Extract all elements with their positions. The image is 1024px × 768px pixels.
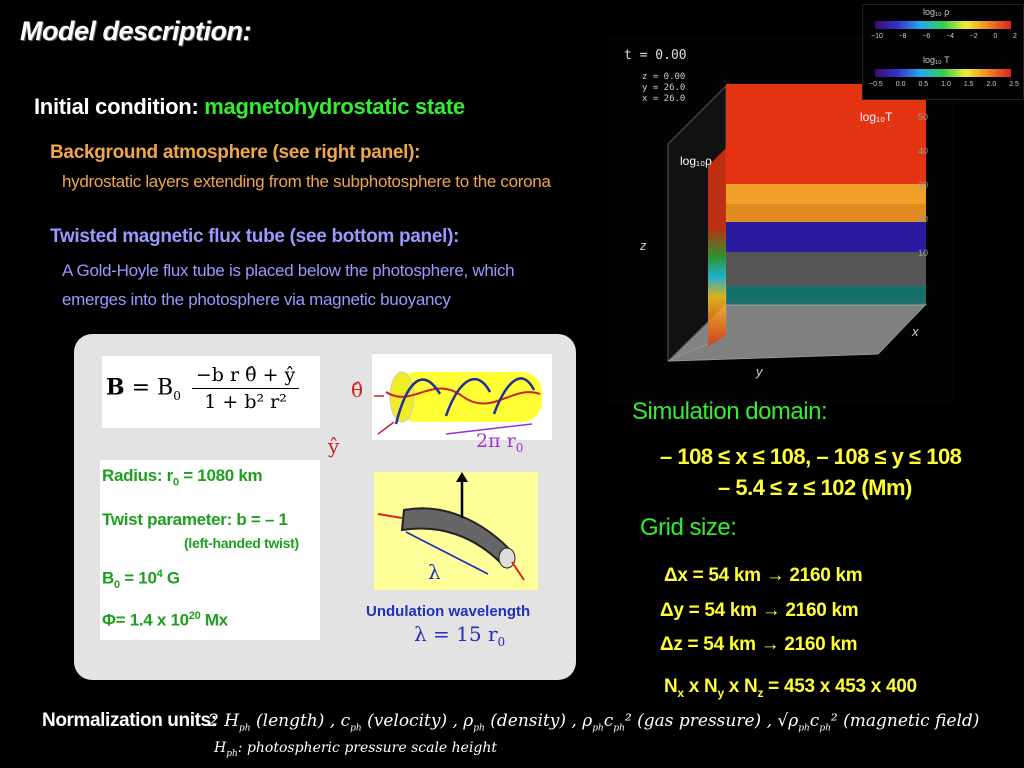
flux-tube-heading: Twisted magnetic flux tube (see bottom panel): [50,226,460,247]
cbar-t-ticks: −0.5 0.0 0.5 1.0 1.5 2.0 2.5 [869,81,1019,88]
sim-time: t = 0.00 [624,48,687,63]
photosphere-layer [726,252,926,286]
normalization-label: Normalization units: [42,710,217,731]
cbar-t-title: log₁₀ T [923,55,950,65]
equation-b0-sub: 0 [173,388,181,403]
equation-lhs: B [106,374,125,401]
normalization-footnote: $H_{ph}$: photospheric pressure scale height [214,740,498,759]
cbar-t [875,69,1011,77]
page-title: Model description: [20,16,252,46]
tube-length-label: 2π $r_0$ [476,430,524,455]
initial-condition-label: Initial condition: [34,94,205,119]
param-flux: Φ= 1.4 x $10^{20}$ Mx [102,610,228,630]
normalization-formula: 2 $H_{ph}$ (length) , $c_{ph}$ (velocity) , $\rho_{ph}$ (density) , $\rho_{ph}c_{ph}^2$ (gas pressure) , $√\rho_{ph}c_{ph}^2$ (magnetic field) [208,711,980,734]
right-arrow [512,562,524,580]
rho-color-strip [708,148,726,346]
background-heading: Background atmosphere (see right panel): [50,142,421,163]
colorbar-panel [862,4,1024,100]
sim-coords: z = 0.00 y = 26.0 x = 26.0 [642,72,686,104]
domain-range-xy: – 108 ≤ x ≤ 108, – 108 ≤ y ≤ 108 [660,444,962,469]
chromosphere-layer [726,222,926,252]
lambda-symbol: λ [428,560,441,584]
cbar-rho-title: log₁₀ ρ [923,7,950,17]
transition-layer-orange [726,184,926,204]
grid-dy: Δy = 54 km → 2160 km [660,600,859,621]
flux-tube-line-2: emerges into the photosphere via magnetic buoyancy [62,290,451,309]
undulation-figure [374,472,538,590]
grid-dz: Δz = 54 km → 2160 km [660,634,858,655]
twisted-tube-figure [372,354,552,440]
grid-points: $N_x$ x $N_y$ x $N_z = 453$ x 453 x 400 [664,676,917,700]
grid-dx: Δx = 54 km → 2160 km [664,565,863,586]
tube-segment [402,508,512,564]
background-text: hydrostatic layers extending from the subphotosphere to the corona [62,172,551,191]
flux-tube-line-1: A Gold-Hoyle flux tube is placed below the photosphere, which [62,261,515,280]
sim-axis-z: z [640,238,647,253]
param-b0: $B_0 = 10^4$ G [102,568,180,592]
sim-log-rho-label: log₁₀ρ [680,154,712,168]
flux-tube-text [62,256,514,314]
equation-fraction [192,364,299,413]
param-twist: Twist parameter: b = – 1 [102,510,288,529]
y-arrow [378,422,394,434]
transition-layer-dark [726,204,926,222]
domain-heading: Simulation domain: [632,398,828,425]
tube-cross-section [499,548,515,568]
initial-condition-heading [34,94,465,120]
param-radius: Radius: $r_0 = 1080$ km [102,466,263,489]
subsurface-layer [726,286,926,306]
grid-heading: Grid size: [640,514,737,541]
initial-condition-state: magnetohydrostatic state [204,94,465,119]
y-hat-label: ŷ [328,434,340,458]
sim-axis-x: x [912,324,919,339]
equation-denominator: 1 + b² r² [204,391,287,413]
equation-numerator: −b r θ̂ + ŷ [192,364,299,389]
parameters-box [100,460,320,640]
buoyancy-arrowhead [456,472,468,482]
sim-log-t-label: log₁₀T [860,110,893,124]
sim-z-ticks: 50 40 30 20 10 [918,112,929,258]
undulation-label: Undulation wavelength [366,603,531,620]
field-equation [102,356,320,428]
twisted-tube-svg [372,354,552,440]
undulation-formula: λ = 15 $r_0$ [414,622,506,649]
cbar-rho [875,21,1011,29]
equation-eq: = B [131,375,174,401]
cbar-rho-ticks: −10 −8 −6 −4 −2 0 2 [871,33,1017,40]
left-arrow [378,514,402,518]
param-twist-note: (left-handed twist) [184,535,299,551]
theta-hat-label: θ̂ [351,378,364,402]
domain-range-z: – 5.4 ≤ z ≤ 102 (Mm) [718,475,912,500]
sim-axis-y: y [756,364,763,379]
undulation-svg [374,472,538,590]
